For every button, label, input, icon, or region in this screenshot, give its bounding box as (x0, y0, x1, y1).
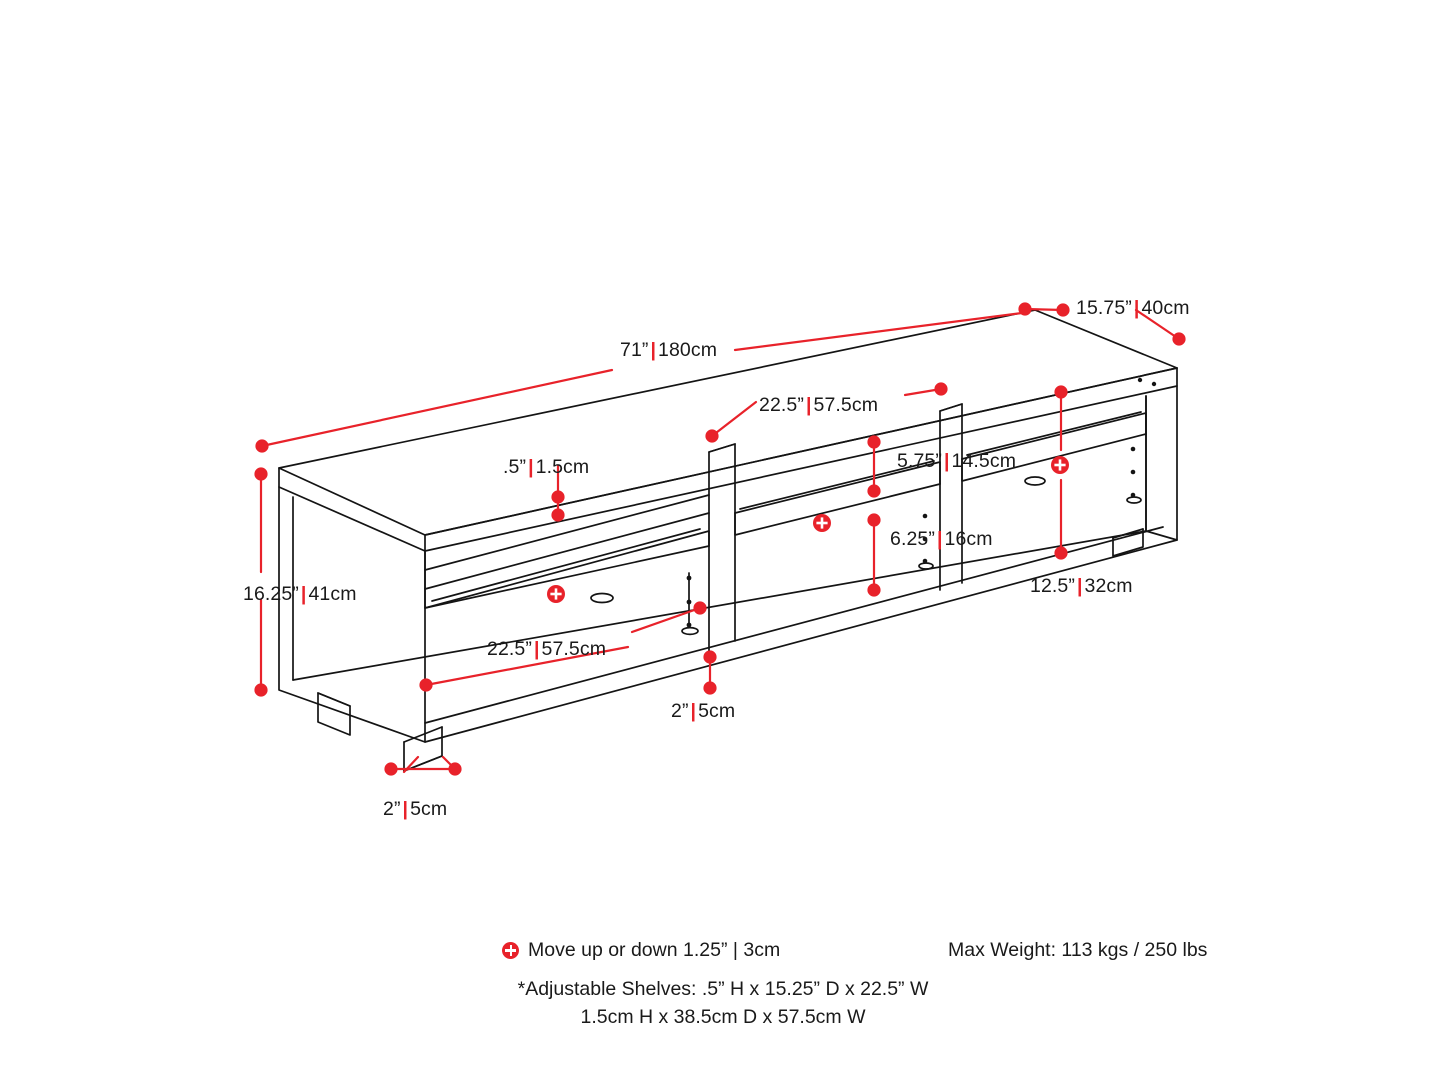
adjust-legend-label: Move up or down 1.25” | 3cm (528, 939, 781, 961)
dim-label-right-section-height: 12.5” | 32cm (1030, 575, 1133, 597)
dim-metric: 57.5cm (541, 638, 607, 660)
dim-label-right-shelf-height: 5.75” | 14.5cm (897, 450, 1017, 472)
dim-imperial: 5.75” (897, 450, 942, 472)
dim-label-overall-depth: 15.75” | 40cm (1076, 297, 1190, 319)
dim-metric: 14.5cm (951, 450, 1017, 472)
dim-metric: 41cm (308, 583, 357, 605)
dim-imperial: 22.5” (759, 394, 804, 416)
adjustable-shelves-line-1: *Adjustable Shelves: .5” H x 15.25” D x 22.5” W (517, 978, 929, 1000)
max-weight-label: Max Weight: 113 kgs / 250 lbs (948, 939, 1208, 961)
dim-imperial: 12.5” (1030, 575, 1075, 597)
dim-metric: 5cm (410, 798, 448, 820)
dim-imperial: 15.75” (1076, 297, 1132, 319)
dim-metric: 1.5cm (535, 456, 590, 478)
dim-label-bottom-compartment-width: 22.5” | 57.5cm (487, 638, 607, 660)
dim-metric: 57.5cm (813, 394, 879, 416)
dim-label-overall-height: 16.25” | 41cm (243, 583, 357, 605)
dim-imperial: 22.5” (487, 638, 532, 660)
dim-label-middle-shelf-height: 6.25” | 16cm (890, 528, 993, 550)
dim-imperial: 2” (383, 798, 401, 820)
dim-imperial: 71” (620, 339, 649, 361)
dim-metric: 32cm (1084, 575, 1133, 597)
dim-label-base-height: 2” | 5cm (671, 700, 736, 722)
plus-icon (502, 942, 519, 959)
dim-label-foot-width: 2” | 5cm (383, 798, 448, 820)
dim-imperial: 6.25” (890, 528, 935, 550)
adjustable-shelves-line-2: 1.5cm H x 38.5cm D x 57.5cm W (580, 1006, 866, 1028)
dim-metric: 40cm (1141, 297, 1190, 319)
adjust-legend (502, 939, 780, 962)
dim-label-top-compartment-width: 22.5” | 57.5cm (759, 394, 879, 416)
dim-imperial: .5” (503, 456, 527, 478)
dim-metric: 180cm (658, 339, 718, 361)
dim-metric: 5cm (698, 700, 736, 722)
dim-label-overall-width: 71” | 180cm (620, 339, 718, 361)
dim-imperial: 2” (671, 700, 689, 722)
dim-label-shelf-thickness: .5” | 1.5cm (503, 456, 590, 478)
dim-imperial: 16.25” (243, 583, 299, 605)
dim-metric: 16cm (944, 528, 993, 550)
